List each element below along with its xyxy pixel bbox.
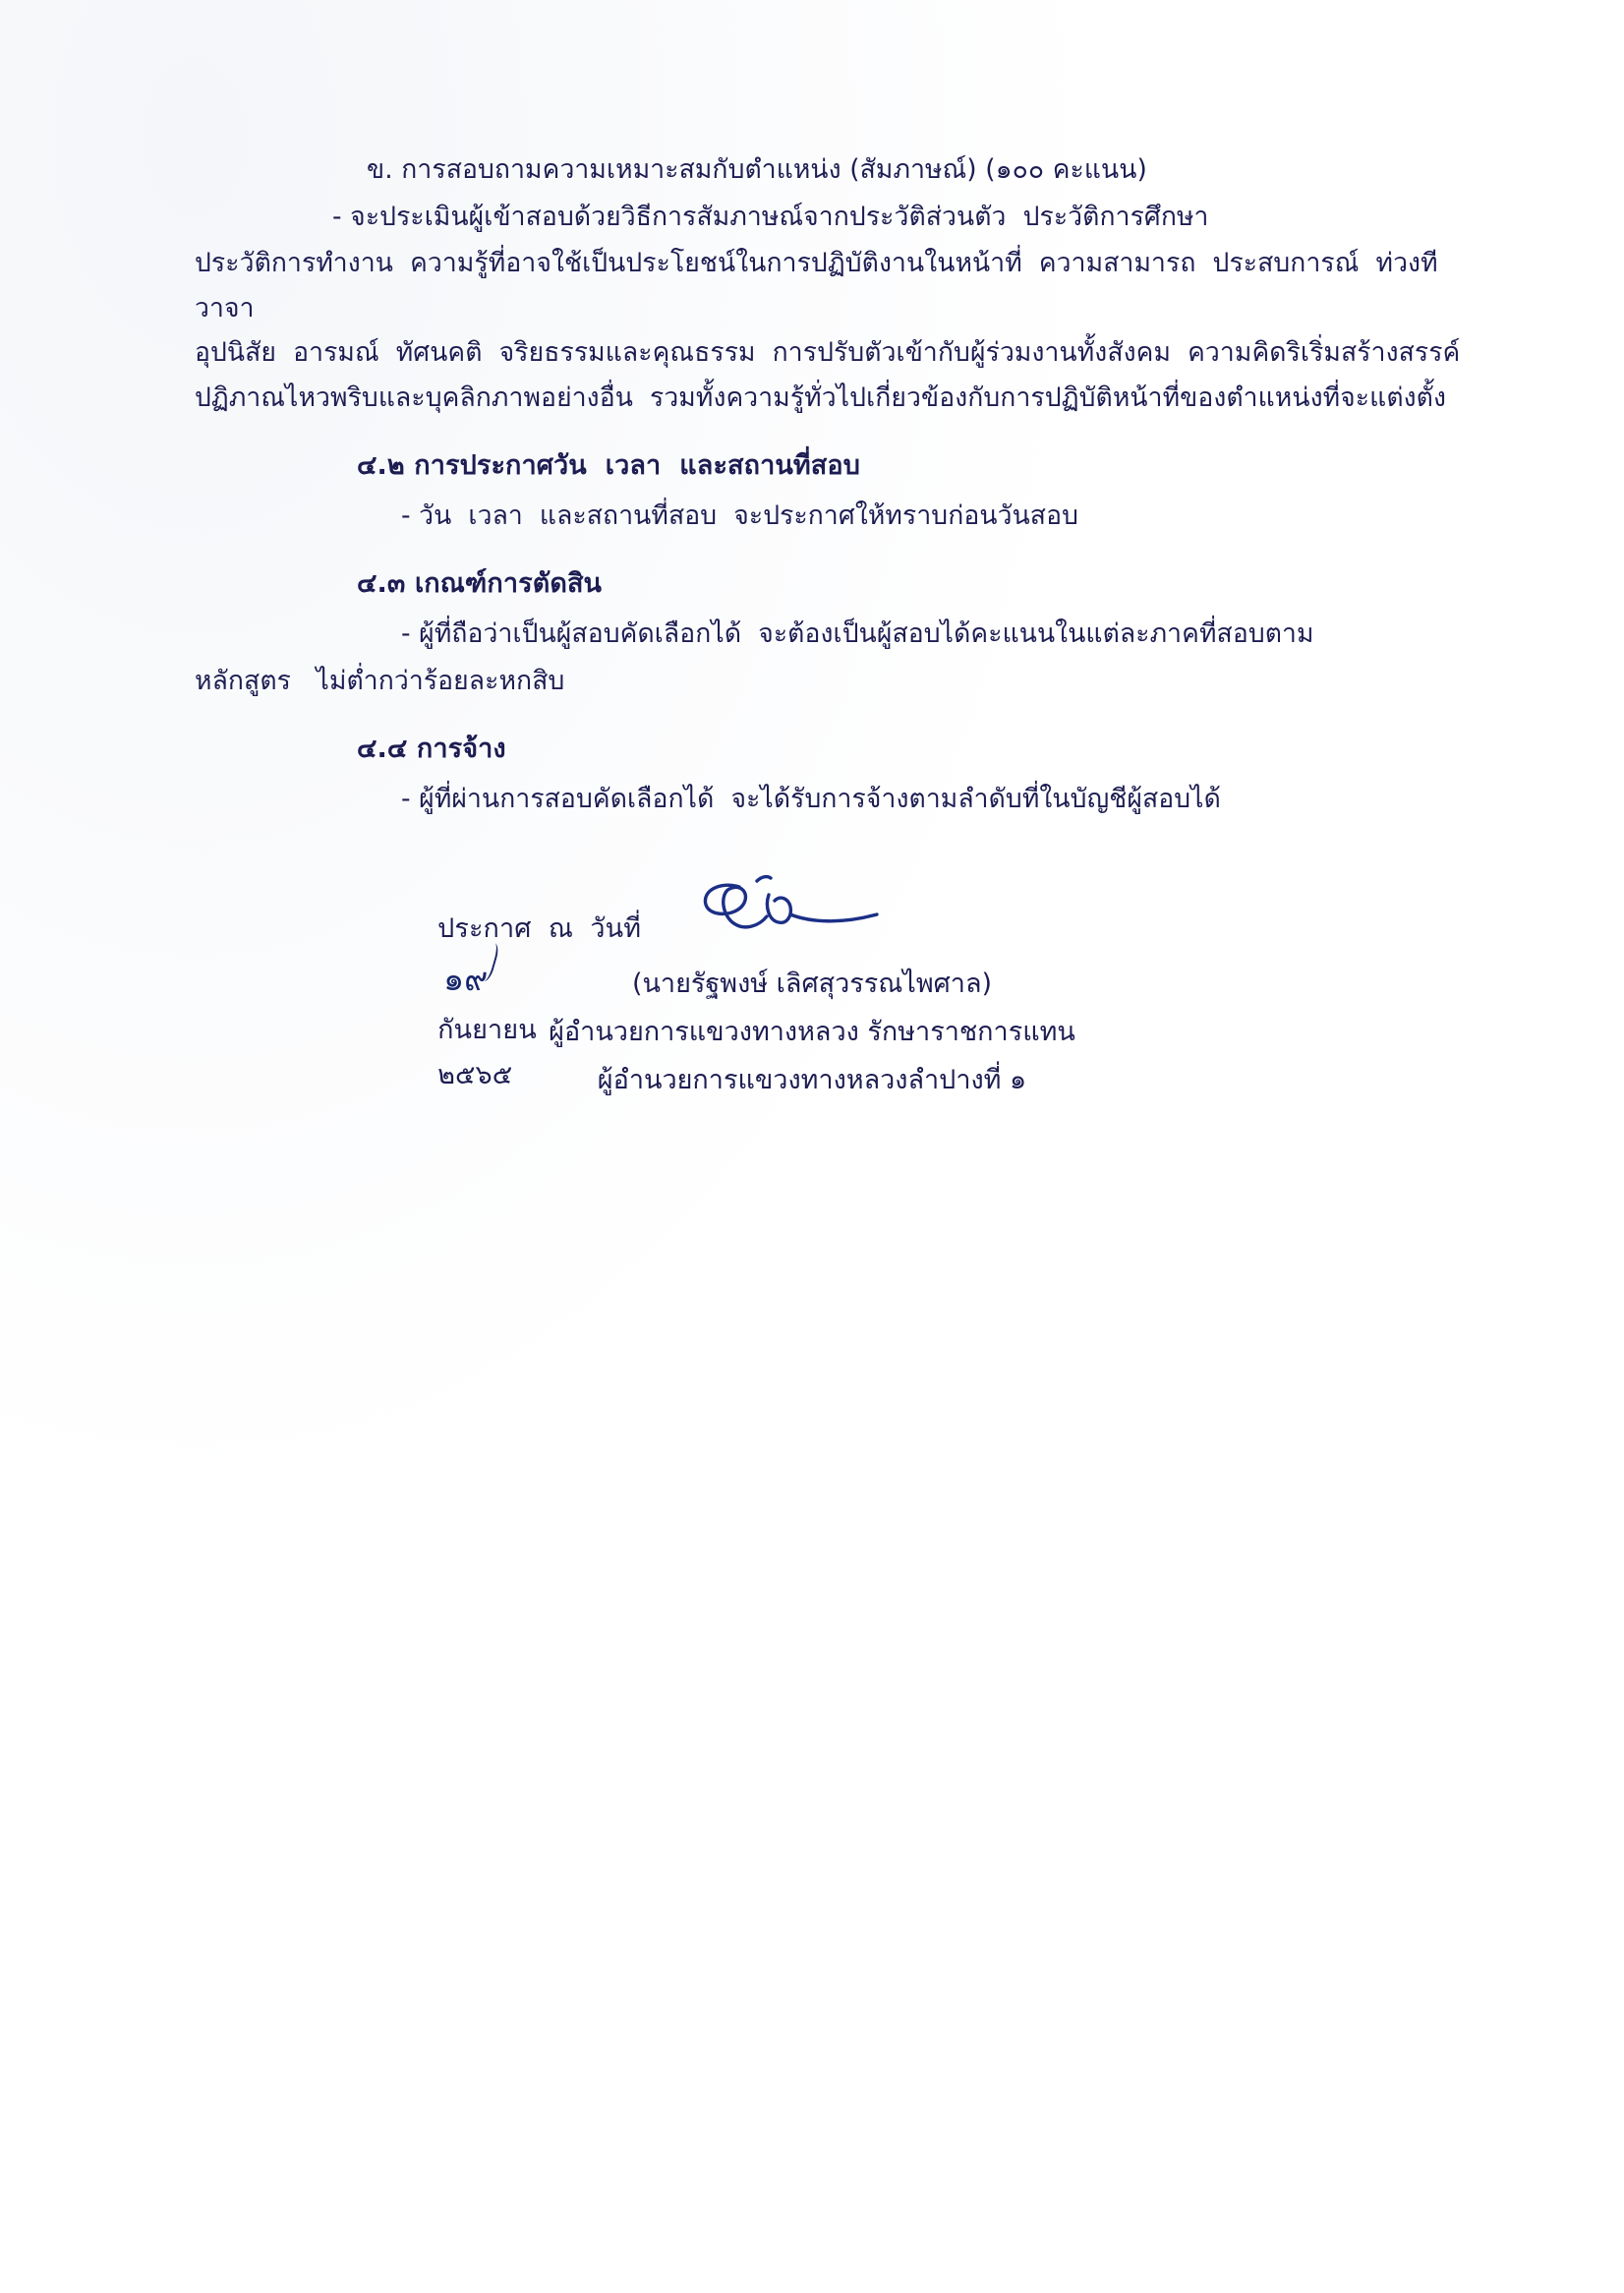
- section-b-line1: - จะประเมินผู้เข้าสอบด้วยวิธีการสัมภาษณ์จากประวัติส่วนตัว ประวัติการศึกษา: [332, 201, 1209, 232]
- section-4-3-body-line2: หลักสูตร ไม่ต่ำกว่าร้อยละหกสิบ: [195, 665, 565, 696]
- section-4-3-body-line1: - ผู้ที่ถือว่าเป็นผู้สอบคัดเลือกได้ จะต้องเป็นผู้สอบได้คะแนนในแต่ละภาคที่สอบตาม: [401, 617, 1314, 649]
- signature-role-line2: ผู้อำนวยการแขวงทางหลวงลำปางที่ ๑: [597, 1065, 1027, 1095]
- signature-block: [0, 865, 1624, 1100]
- handwritten-signature-icon: [684, 865, 940, 954]
- section-b-line2: ประวัติการทำงาน ความรู้ที่อาจใช้เป็นประโยชน์ในการปฏิบัติงานในหน้าที่ ความสามารถ ประสบการณ์ ท่วงทีวาจา: [195, 248, 1438, 323]
- section-4-2-body: - วัน เวลา และสถานที่สอบ จะประกาศให้ทราบก่อนวันสอบ: [401, 500, 1079, 531]
- signature-name: (นายรัฐพงษ์ เลิศสุวรรณไพศาล): [631, 969, 993, 999]
- section-4-2-heading: ๔.๒ การประกาศวัน เวลา และสถานที่สอบ: [357, 450, 860, 482]
- section-b-line3: อุปนิสัย อารมณ์ ทัศนคติ จริยธรรมและคุณธรรม การปรับตัวเข้ากับผู้ร่วมงานทั้งสังคม ความคิดริเริ่มสร้างสรรค์: [195, 337, 1461, 369]
- announcement-month: กันยายน: [437, 1014, 537, 1045]
- section-b-line4: ปฏิภาณไหวพริบและบุคลิกภาพอย่างอื่น รวมทั้งความรู้ทั่วไปเกี่ยวข้องกับการปฏิบัติหน้าที่ของตำแหน่งที่จะแต่งตั้ง: [195, 382, 1447, 413]
- announcement-prefix: ประกาศ ณ วันที่: [437, 912, 642, 944]
- signature-role-line1: ผู้อำนวยการแขวงทางหลวง รักษาราชการแทน: [549, 1017, 1075, 1047]
- announcement-day-handwritten: ๑๙: [437, 952, 493, 1008]
- section-4-4-heading: ๔.๔ การจ้าง: [357, 734, 506, 765]
- announcement-year: ๒๕๖๕: [437, 1060, 513, 1091]
- section-4-4-body: - ผู้ที่ผ่านการสอบคัดเลือกได้ จะได้รับการจ้างตามลำดับที่ในบัญชีผู้สอบได้: [401, 783, 1221, 814]
- section-b-title: ข. การสอบถามความเหมาะสมกับตำแหน่ง (สัมภาษณ์) (๑๐๐ คะแนน): [367, 154, 1147, 185]
- section-4-3-heading: ๔.๓ เกณฑ์การตัดสิน: [357, 568, 603, 600]
